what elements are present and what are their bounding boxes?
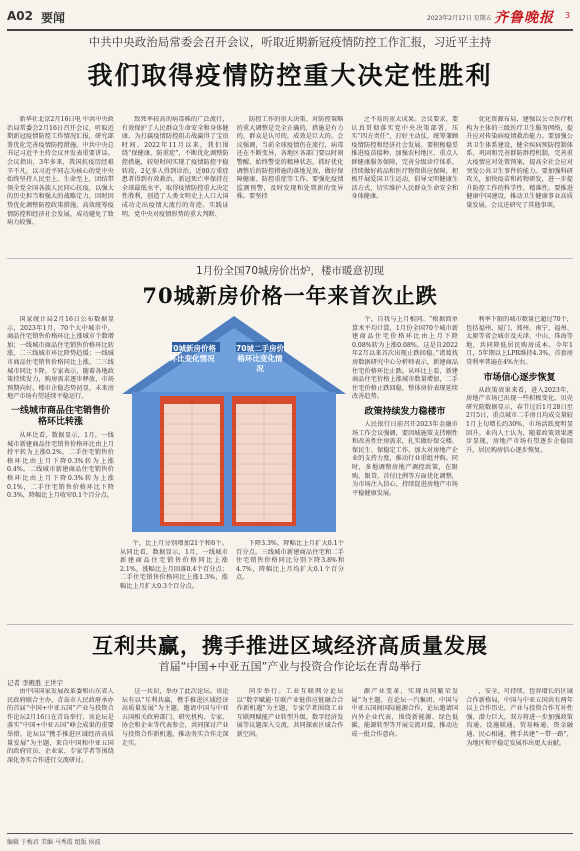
house-infographic bbox=[120, 314, 348, 534]
story2-paragraph: 个，比上月分别增加21个和6个。从同比看，数据显示，1月，一线城市新建商品住宅销售价格同比上涨2.1%，涨幅比上月回落0.4个百分点；二手住宅销售价格同比上涨1.3%，涨幅比上月扩大0.3个百分点。 bbox=[120, 540, 228, 590]
story3-column: 同步举行。工业互联网分论坛以“数字赋能·互联产业链供应链融合合作新机遇”为主题，专家学者围绕工业互联网赋能产业转型升级、数字经济发展等议题深入交流，共同探索区域合作新空间。 bbox=[236, 688, 344, 738]
story2-subhead-1: 一线城市商品住宅销售价格环比转涨 bbox=[10, 405, 110, 427]
page-header bbox=[7, 5, 573, 27]
story2-paragraph: 从环比看，数据显示，1月，一线城市新建商品住宅销售价格环比由上月持平转为上涨0.2%，二手住宅销售价格环比由上月下降0.3%转为上涨0.4%。二线城市新建商品住宅销售价格环比由上月下降0.3%转为上涨0.1%，二手住宅销售价格环比下降0.3%，降幅比上月收窄0.1个百分点。 bbox=[7, 431, 114, 500]
story1-column: 优化资源布局，建强以公立医疗机构为主体的三级医疗卫生服务网络，提升应对传染病疫情救治能力。要加强公共卫生体系建设，健全疾病预防控制体系，巩固和完善群防群控机制，完善重大疫情应对处置预案，提高全社会应对突发公共卫生事件的能力。要加强科研攻关，加快疫苗和药物研发，进一步提升防控工作的科学性、精准性。要推进健康中国建设，推动卫生健康事业高质量发展。会议还研究了其他事项。 bbox=[466, 116, 573, 209]
issue-date: 2023年2月17日 星期五 bbox=[427, 15, 492, 22]
story2-headline: 70城新房价格一年来首次止跌 bbox=[142, 283, 438, 308]
story2-column-4 bbox=[352, 316, 458, 620]
story1-headline: 我们取得疫情防控重大决定性胜利 bbox=[87, 61, 493, 90]
story2-paragraph: 下降3.3%，降幅比上月扩大0.1个百分点。三线城市新建商品住宅和二手住宅销售价格同比分别下降3.8%和4.7%，降幅比上月均扩大0.1个百分点。 bbox=[236, 540, 344, 582]
masthead-logo: 齐鲁晚报 bbox=[494, 10, 554, 26]
story2-column-3 bbox=[236, 540, 344, 620]
story2-column-5 bbox=[466, 316, 573, 620]
chart-title-resale-homes: 70城二手房价格环比变化情况 bbox=[236, 344, 284, 373]
story3-column: 源产业变革，实现共同繁荣发展”为主题，在论坛一汽集团、中国与中亚五国间国际能源合作，论坛邀请国内外企业代表，围绕新能源、绿色低碳、能源转型等开展交流对接，推动达成一批合作意向。 bbox=[351, 688, 459, 738]
story3-subtitle: 首届“中国+中亚五国”产业与投资合作论坛在青岛举行 bbox=[158, 660, 422, 673]
story1-column: 防控工作的重大决策、对防控策略的重大调整是完全正确的，措施是有力的，群众是认可的，成效是巨大的。会议强调，当前全球疫情仍在流行，病毒还在不断变异，各地区各部门要以时刻警醒、始终警觉的精神状态，抓好优化调整后的防控措施的落地见效，做好保障健康、防控重症等工作。要强化疫情监测预警，及时发现和处置新的变异株。要坚持 bbox=[236, 116, 344, 201]
story2-paragraph: 个，自我与上月相同。“根据简单算术平均计算，1月份全国70个城市新建商品住宅价格环比由上月下降0.08%转为上涨0.08%，这是自2022年2月以来首次出现止跌回稳。”诸葛找房数据研究中心分析师表示，新建商品住宅价格环比止跌。从环比上看，新建商品住宅价格上涨城市数量增加，二手住宅价格止跌回稳，整体房价表现延续改善趋势。 bbox=[352, 316, 458, 401]
story2-subhead-3: 市场信心逐步恢复 bbox=[483, 372, 556, 383]
story1-body bbox=[7, 116, 573, 254]
story3-column: ，安全、可持续、包容增长的区域合作新格局，中国与中亚五国共有两年以上合作历史，产业与投资合作互补性强、潜力巨大，双方将进一步加强政策沟通、设施联通、贸易畅通、资金融通、民心相通，携手共建“一带一路”，为地区和平稳定发展作出更大贡献。 bbox=[466, 688, 573, 747]
story2-paragraph: 利率下限的城市数量已超过70个，包括福州、厦门、郑州、南宁、福州、太原等省会城市及天津、中山、珠海等地，共同降低居民购房成本。今年1月，5年期以上LPR维持4.3%，首套房贷利率普遍在4%左右。 bbox=[466, 316, 573, 366]
masthead-mark: 3 bbox=[565, 11, 571, 20]
story2-paragraph: 人民银行日前召开2023年金融市场工作会议强调，要因城施策支持刚性和改善性住房需求，扎实做好保交楼、保民生、保稳定工作，加大对房地产企业的支持力度，推动行业重组并购。同时，多地调整房地产调控政策，在限购、限贷、首付比例等方面优化调整，为市场注入信心，持续促进房地产市场平稳健康发展。 bbox=[352, 420, 458, 497]
story1-kicker: 中共中央政治局常委会召开会议，听取近期新冠疫情防控工作汇报，习近平主持 bbox=[88, 35, 492, 49]
story2-column-2 bbox=[120, 540, 228, 620]
story3-column: 这一共识，举办了此次论坛。该论坛有以“互利共赢，携手推进区域经济高质量发展”为主题，邀请中国与中亚五国相关政府部门、研究机构、专家、协会和企业等代表参会，共同探讨产业与投资合作新机遇，推动务实合作走深走实。 bbox=[121, 688, 229, 747]
chart-title-new-homes: 70城新房价格环比变化情况 bbox=[168, 344, 216, 363]
story2-column-1 bbox=[7, 316, 114, 532]
story2-paragraph: 国家统计局2月16日公布数据显示，2023年1月，70个大中城市中，商品住宅销售价格环比上涨城市个数增加；一线城市商品住宅销售价格环比转涨，二三线城市环比降势趋缓；一线城市商品住宅销售价格同比上涨，二三线城市同比下降。专家表示，随着各地政策持续发力，购房需求逐步释放，市场预期向好，楼市企稳态势初显，未来房地产市场有望延续平稳运行。 bbox=[7, 316, 114, 401]
section-name: 要闻 bbox=[41, 11, 66, 25]
story3-column: 由中国国家发展改革委和山东省人民政府联合主办，青岛市人民政府承办的首届“中国+中亚五国”产业与投资合作论坛2月16日在青岛举行。该论坛是落实“中国+中亚五国”峰会成果的重要举措。论坛以“携手推进区域经济高质量发展”为主题，来自中国和中亚五国的政府官员、企业家、专家学者等围绕深化务实合作进行交流研讨。 bbox=[7, 688, 114, 764]
footer-editors: 编辑 于梅君 美编 马秀霞 组版 侯波 bbox=[7, 839, 101, 846]
story2-paragraph: 从政策效果来看，进入2023年，房地产市场已出现一些积极变化。贝壳研究院数据显示，春节过后1月28日至2月5日，重点城市二手房日均成交量较1月上旬增长约30%，市场活跃度明显回升。业内人士认为，随着政策效果逐步显现，房地产市场有望逐步企稳回升，居民购房信心逐步恢复。 bbox=[466, 386, 573, 454]
story1-column: 之不易的重大成果。会议要求，要认真贯彻落实党中央决策部署，压实“四方责任”，打好主动仗，统筹兼顾疫情防控和经济社会发展。要积极稳妥推进疫苗接种，加强农村地区、重点人群健康服务保障，完善分级诊疗体系，持续做好药品和医疗物资供应保障，积极开展爱国卫生运动，倡导文明健康生活方式，切实维护人民群众生命安全和身体健康。 bbox=[351, 116, 459, 201]
story2-kicker: 1月份全国70城房价出炉，楼市暖意初现 bbox=[195, 265, 385, 277]
story3-headline: 互利共赢，携手推进区域经济高质量发展 bbox=[92, 633, 488, 658]
story1-column: 致死率较高的病毒株的广泛流行，有效保护了人民群众生命安全和身体健康，为打赢疫情防控阻击战赢得了宝贵时间。2022年11月以来，我们围绕“保健康、防重症”，不断优化调整防控措施，较短时间实现了疫情防控平稳转段，2亿多人得到诊治，近80万重症患者得到有效救治，新冠死亡率保持在全球最低水平，取得疫情防控重大决定性胜利，创造了人类文明史上人口大国成功走出疫情大流行的奇迹。实践证明，党中央对疫情形势的重大判断、 bbox=[121, 116, 229, 218]
story3-body bbox=[7, 688, 573, 828]
story3-byline: 记者 李殿胜 王世宇 bbox=[7, 679, 64, 687]
story1-column: 新华社北京2月16日电 中共中央政治局常委会2月16日召开会议，听取近期新冠疫情防控工作情况汇报，研究部署优化完善疫情防控措施。中共中央总书记习近平主持会议并发表重要讲话。会议指出，3年多来，我国抗疫历经艰辛不凡，以习近平同志为核心的党中央始终坚持人民至上、生命至上，团结带领全党全国各族人民同心抗疫，以强大的历史担当和强大的战略定力，因时因势优化调整防控政策措施，高效统筹疫情防控和经济社会发展，成功避免了致病力较强、 bbox=[7, 116, 114, 227]
page-number: A02 bbox=[7, 9, 33, 23]
story2-subhead-2: 政策持续发力稳楼市 bbox=[364, 406, 446, 417]
